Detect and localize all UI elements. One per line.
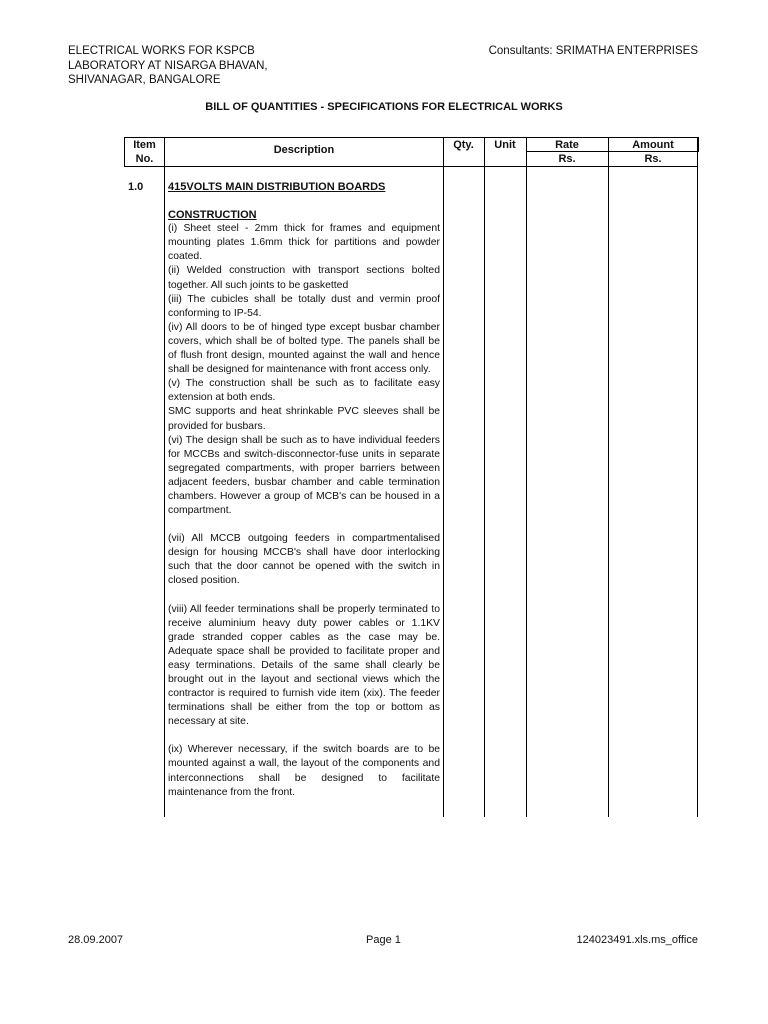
- spec-paragraph: (vi) The design shall be such as to have individual feeders for MCCBs and switch-disconnector-fuse units in separate segregated compartments, with proper barriers between adjacent feeders, busbar chamber and cable termination chambers. However a group of MCB's can be housed in a compartment.: [168, 434, 440, 517]
- footer-date: 28.09.2007: [68, 934, 124, 946]
- header-address: [68, 44, 268, 88]
- subhead-construction: CONSTRUCTION: [168, 209, 257, 222]
- spec-paragraph: (vii) All MCCB outgoing feeders in compartmentalised design for housing MCCB's shall have door interlocking such that the door cannot be opened with the switch in closed position.: [168, 533, 440, 587]
- spec-paragraph: (i) Sheet steel - 2mm thick for frames and equipment mounting plates 1.6mm thick for partitions and powder coated.: [168, 223, 440, 263]
- col-divider-rate: [608, 137, 609, 817]
- item-number: 1.0: [128, 181, 144, 193]
- paragraph-gap: [168, 729, 440, 743]
- header-line-1: ELECTRICAL WORKS FOR KSPCB: [68, 45, 255, 57]
- col-divider-amount: [697, 137, 698, 817]
- col-header-item-line-2: No.: [135, 153, 154, 165]
- table-header-bottom-border: [124, 166, 698, 167]
- spec-paragraph: (iii) The cubicles shall be totally dust and vermin proof conforming to IP-54.: [168, 293, 440, 319]
- spec-paragraph: (v) The construction shall be such as to facilitate easy extension at both ends.: [168, 378, 440, 404]
- footer-page-number: Page 1: [366, 934, 401, 946]
- col-header-amount: [608, 138, 698, 166]
- paragraph-gap: [168, 589, 440, 603]
- col-header-amount-line-2: Rs.: [644, 153, 662, 165]
- col-header-rate-line-2: Rs.: [558, 153, 576, 165]
- col-header-item-line-1: Item: [133, 139, 156, 151]
- item-description: [168, 180, 440, 800]
- header-consultants: Consultants: SRIMATHA ENTERPRISES: [488, 45, 698, 57]
- col-header-rate: [526, 138, 608, 166]
- col-header-unit: Unit: [494, 139, 516, 151]
- col-divider-qty: [484, 137, 485, 817]
- col-header-rate-line-1: Rate: [555, 139, 579, 151]
- paragraph-gap: [168, 518, 440, 532]
- col-header-qty: Qty.: [453, 139, 474, 151]
- header-line-2: LABORATORY AT NISARGA BHAVAN,: [68, 59, 268, 72]
- col-divider-item: [164, 137, 165, 817]
- col-header-amount-line-1: Amount: [632, 139, 674, 151]
- header-line-3: SHIVANAGAR, BANGALORE: [68, 74, 221, 86]
- col-divider-unit: [526, 137, 527, 817]
- document-title: BILL OF QUANTITIES - SPECIFICATIONS FOR ELECTRICAL WORKS: [205, 101, 563, 113]
- col-header-item: [124, 138, 165, 166]
- col-header-description: Description: [273, 144, 335, 156]
- footer-file-name: 124023491.xls.ms_office: [576, 934, 698, 946]
- spec-paragraph: SMC supports and heat shrinkable PVC sleeves shall be provided for busbars.: [168, 406, 440, 432]
- spec-paragraph: (ix) Wherever necessary, if the switch boards are to be mounted against a wall, the layout of the components and interconnections shall be designed to facilitate maintenance from the front.: [168, 744, 440, 798]
- col-divider-description: [443, 137, 444, 817]
- spec-paragraph: (viii) All feeder terminations shall be properly terminated to receive aluminium heavy duty power cables or 1.1KV grade stranded copper cables as the case may be. Adequate space shall be provided to facilitate proper and easy terminations. Details of the same shall clearly be brought out in the layout and sectional views which the contractor is required to furnish vide item (xix). The feeder terminations shall be either from the top or bottom as necessary at site.: [168, 603, 440, 728]
- section-title: 415VOLTS MAIN DISTRIBUTION BOARDS: [168, 181, 386, 193]
- spec-paragraph: (ii) Welded construction with transport sections bolted together. All such joints to be gasketted: [168, 265, 440, 291]
- spec-paragraph: (iv) All doors to be of hinged type except busbar chamber covers, which shall be of bolted type. The panels shall be of flush front design, mounted against the wall and hence shall be designed for maintenance with front access only.: [168, 321, 440, 376]
